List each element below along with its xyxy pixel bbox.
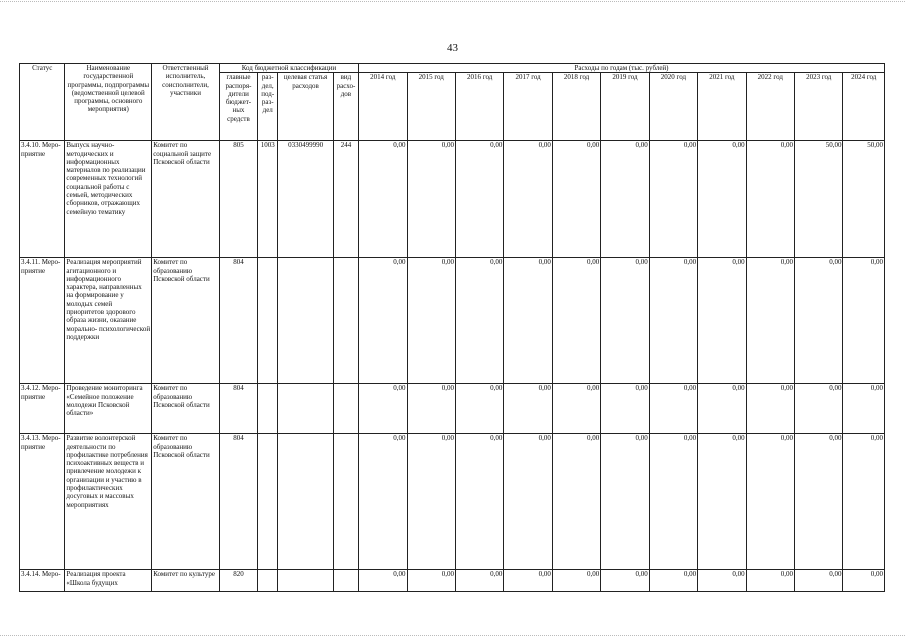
header-year: 2020 год — [649, 73, 697, 141]
row-status: 3.4.12. Меро- приятие — [20, 384, 65, 434]
table-row — [20, 258, 885, 384]
row-value: 0,00 — [407, 434, 455, 570]
row-expense-type — [333, 258, 358, 384]
row-name: Проведение мониторинга «Семейное положение молодежи Псковской области» — [65, 384, 152, 434]
row-grbs: 804 — [219, 434, 257, 570]
row-value: 0,00 — [504, 434, 552, 570]
row-section — [258, 434, 278, 570]
row-value: 0,00 — [649, 570, 697, 592]
row-value: 0,00 — [698, 384, 746, 434]
row-value: 50,00 — [843, 141, 885, 258]
row-expense-type — [333, 384, 358, 434]
row-expense-type — [333, 434, 358, 570]
row-value: 0,00 — [504, 258, 552, 384]
header-row-1 — [20, 64, 885, 73]
row-value: 0,00 — [601, 141, 649, 258]
row-value: 0,00 — [359, 141, 407, 258]
row-value: 0,00 — [407, 570, 455, 592]
header-status: Статус — [20, 64, 65, 141]
row-article — [278, 258, 334, 384]
row-value: 0,00 — [843, 570, 885, 592]
header-year: 2021 год — [698, 73, 746, 141]
row-value: 0,00 — [601, 570, 649, 592]
row-value: 0,00 — [552, 434, 600, 570]
header-expense-type: вид расхо- дов — [333, 73, 358, 141]
row-value: 0,00 — [649, 141, 697, 258]
header-year: 2014 год — [359, 73, 407, 141]
row-name: Развитие волонтерской деятельности по профилактике потребления психоактивных веществ и привлечение молодежи к организации и участию в профилактических досуговых и массовых мероприятиях — [65, 434, 152, 570]
row-responsible: Комитет по социальной защите Псковской области — [152, 141, 220, 258]
row-value: 0,00 — [552, 570, 600, 592]
header-year: 2019 год — [601, 73, 649, 141]
row-status: 3.4.11. Меро- приятие — [20, 258, 65, 384]
row-value: 0,00 — [649, 258, 697, 384]
row-grbs: 804 — [219, 258, 257, 384]
row-value: 0,00 — [649, 434, 697, 570]
row-value: 0,00 — [795, 434, 843, 570]
row-expense-type: 244 — [333, 141, 358, 258]
header-year: 2015 год — [407, 73, 455, 141]
header-expenses: Расходы по годам (тыс. рублей) — [359, 64, 885, 73]
row-value: 0,00 — [746, 384, 794, 434]
row-name: Реализация проекта «Школа будущих — [65, 570, 152, 592]
row-value: 0,00 — [455, 141, 503, 258]
row-value: 0,00 — [698, 570, 746, 592]
row-value: 0,00 — [359, 258, 407, 384]
row-value: 0,00 — [746, 258, 794, 384]
row-value: 0,00 — [552, 141, 600, 258]
row-section — [258, 258, 278, 384]
page-number: 43 — [447, 42, 458, 54]
row-value: 50,00 — [795, 141, 843, 258]
row-value: 0,00 — [601, 434, 649, 570]
row-responsible: Комитет по образованию Псковской области — [152, 384, 220, 434]
header-year: 2017 год — [504, 73, 552, 141]
row-value: 0,00 — [504, 384, 552, 434]
row-value: 0,00 — [359, 434, 407, 570]
row-grbs: 804 — [219, 384, 257, 434]
row-responsible: Комитет по образованию Псковской области — [152, 258, 220, 384]
table-row — [20, 570, 885, 592]
row-value: 0,00 — [455, 258, 503, 384]
row-value: 0,00 — [455, 434, 503, 570]
row-article — [278, 570, 334, 592]
row-value: 0,00 — [649, 384, 697, 434]
row-value: 0,00 — [504, 570, 552, 592]
row-value: 0,00 — [455, 570, 503, 592]
row-value: 0,00 — [746, 570, 794, 592]
row-article — [278, 384, 334, 434]
header-year: 2018 год — [552, 73, 600, 141]
row-grbs: 820 — [219, 570, 257, 592]
row-value: 0,00 — [407, 384, 455, 434]
row-value: 0,00 — [407, 258, 455, 384]
row-value: 0,00 — [601, 384, 649, 434]
row-status: 3.4.14. Меро- — [20, 570, 65, 592]
header-name: Наименование государственной программы, подпрограммы (ведомственной целевой программы, основного мероприятия) — [65, 64, 152, 141]
header-budget-code: Код бюджетной классификации — [219, 64, 358, 73]
row-value: 0,00 — [795, 258, 843, 384]
row-article: 0330499990 — [278, 141, 334, 258]
row-status: 3.4.13. Меро- приятие — [20, 434, 65, 570]
header-year: 2023 год — [795, 73, 843, 141]
row-value: 0,00 — [455, 384, 503, 434]
row-section — [258, 384, 278, 434]
row-article — [278, 434, 334, 570]
row-section — [258, 570, 278, 592]
row-value: 0,00 — [795, 570, 843, 592]
row-value: 0,00 — [698, 434, 746, 570]
row-name: Выпуск научно- методических и информационных материалов по реализации современных технологий социальной работы с семьей, методических сборников, отражающих семейную тематику — [65, 141, 152, 258]
header-year: 2024 год — [843, 73, 885, 141]
row-responsible: Комитет по культуре — [152, 570, 220, 592]
scan-artifact-top — [0, 1, 905, 3]
row-value: 0,00 — [698, 141, 746, 258]
row-value: 0,00 — [746, 434, 794, 570]
table-row — [20, 141, 885, 258]
row-section: 1003 — [258, 141, 278, 258]
row-value: 0,00 — [359, 384, 407, 434]
row-value: 0,00 — [407, 141, 455, 258]
row-status: 3.4.10. Меро- приятие — [20, 141, 65, 258]
table-row — [20, 384, 885, 434]
row-value: 0,00 — [843, 434, 885, 570]
row-value: 0,00 — [843, 384, 885, 434]
header-year: 2016 год — [455, 73, 503, 141]
scan-artifact-bottom — [0, 635, 905, 637]
row-value: 0,00 — [601, 258, 649, 384]
table-row — [20, 434, 885, 570]
header-grbs: главные распоря- дители бюджет- ных средств — [219, 73, 257, 141]
header-section: раз- дел, под- раз- дел — [258, 73, 278, 141]
row-grbs: 805 — [219, 141, 257, 258]
row-value: 0,00 — [552, 384, 600, 434]
row-value: 0,00 — [795, 384, 843, 434]
header-article: целевая статья расходов — [278, 73, 334, 141]
row-value: 0,00 — [698, 258, 746, 384]
header-responsible: Ответственный исполнитель, соисполнители, участники — [152, 64, 220, 141]
row-value: 0,00 — [504, 141, 552, 258]
budget-table — [19, 63, 885, 592]
row-value: 0,00 — [746, 141, 794, 258]
row-name: Реализация мероприятий агитационного и информационного характера, направленных на формирование у молодых семей приоритетов здорового образа жизни, оказание морально- психологической поддержки — [65, 258, 152, 384]
row-value: 0,00 — [359, 570, 407, 592]
row-expense-type — [333, 570, 358, 592]
row-value: 0,00 — [552, 258, 600, 384]
header-year: 2022 год — [746, 73, 794, 141]
row-value: 0,00 — [843, 258, 885, 384]
row-responsible: Комитет по образованию Псковской области — [152, 434, 220, 570]
